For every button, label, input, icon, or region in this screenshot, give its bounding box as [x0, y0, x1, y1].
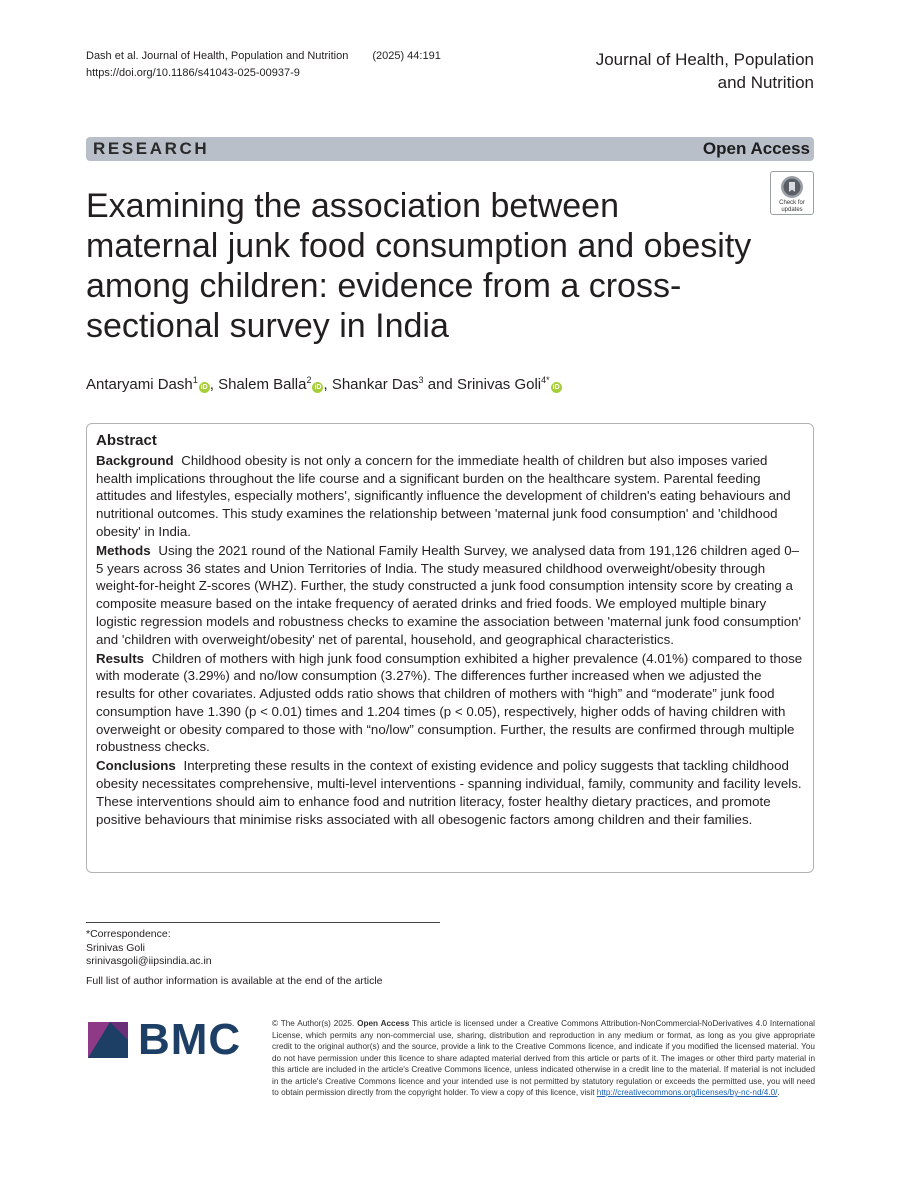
- results-text: Children of mothers with high junk food consumption exhibited a higher prevalence (4.01%) compared to those with moderate (3.29%) and no/low consumption (3.27%). The differences further increased when we adjusted the results for other covariates. Adjusted odds ratio shows that children of mothers with “high” and “moderate” junk food consumption have 1.390 (p < 0.01) times and 1.204 times (p < 0.05), respectively, higher odds of having children with overweight or obesity compared to those with “no/low” consumption. Further, the results are confirmed through multiple robustness checks.: [96, 650, 803, 755]
- author-name[interactable]: Antaryami Dash: [86, 376, 193, 393]
- license-body: This article is licensed under a Creative Commons Attribution-NonCommercial-NoDerivatives 4.0 International License, which permits any non-commercial use, sharing, distribution and reproduction in any medium or format, as long as you give appropriate credit to the original author(s) and the source, provide a link to the Creative Commons licence, and indicate if you modified the licensed material. You do not have permission under this licence to share adapted material derived from this article or parts of it. The images or other third party material in this article are included in the article's Creative Commons licence, unless indicated otherwise in a credit line to the material. If material is not included in the article's Creative Commons licence and your intended use is not permitted by statutory regulation or exceeds the permitted use, you will need to obtain permission directly from the copyright holder. To view a copy of this licence, visit: [272, 1019, 815, 1097]
- journal-name: [596, 48, 814, 94]
- author-affiliation: 3: [418, 375, 424, 385]
- author-name[interactable]: Shalem Balla: [218, 376, 307, 393]
- bmc-logo: [88, 1015, 242, 1064]
- abstract-conclusions: [96, 757, 803, 828]
- conclusions-text: Interpreting these results in the context of existing evidence and policy suggests that tackling childhood obesity necessitates comprehensive, multi-level interventions - spanning individual, family, community and facility levels. These interventions should aim to enhance food and nutrition literacy, foster healthy dietary practices, and promote positive behaviours that minimise risks associated with all obesogenic factors among children and their families.: [96, 758, 802, 827]
- journal-name-line-2: and Nutrition: [717, 73, 814, 92]
- bmc-logo-mark-icon: [88, 1020, 128, 1060]
- doi-link[interactable]: https://doi.org/10.1186/s41043-025-00937-9: [86, 67, 300, 79]
- author-affiliation: 2: [306, 375, 312, 385]
- running-header: [86, 48, 441, 82]
- abstract-results: [96, 650, 803, 756]
- methods-heading: Methods: [96, 543, 151, 559]
- correspondence-name: Srinivas Goli: [86, 941, 145, 954]
- orcid-icon[interactable]: iD: [314, 384, 322, 391]
- section-banner: [86, 137, 814, 161]
- orcid-icon[interactable]: iD: [552, 384, 560, 391]
- results-heading: Results: [96, 650, 145, 666]
- article-title: Examining the association between maternal junk food consumption and obesity among children: evidence from a cross-sectional survey in India: [86, 187, 752, 345]
- background-heading: Background: [96, 453, 174, 468]
- license-link[interactable]: http://creativecommons.org/licenses/by-nc-nd/4.0/: [596, 1088, 778, 1097]
- author-name[interactable]: Shankar Das: [331, 376, 419, 393]
- license-text: [272, 1018, 815, 1099]
- author-separator: ,: [323, 376, 332, 393]
- bmc-logo-text: BMC: [138, 1015, 242, 1064]
- correspondence-label: *Correspondence:: [86, 928, 171, 940]
- badge-label-line-1: Check for: [779, 200, 805, 206]
- abstract-background: [96, 452, 803, 541]
- author-list: [86, 370, 562, 395]
- abstract-methods: [96, 542, 803, 648]
- check-for-updates-badge[interactable]: [770, 171, 814, 215]
- journal-name-line-1: Journal of Health, Population: [595, 50, 814, 69]
- volume-text: (2025) 44:191: [372, 50, 441, 62]
- license-link-suffix: .: [777, 1088, 780, 1097]
- methods-text: Using the 2021 round of the National Family Health Survey, we analysed data from 191,126 children aged 0–5 years across 36 states and Union Territories of India. The study measured childhood overweight/obesity through weight-for-height Z-scores (WHZ). Further, the study constructed a junk food consumption intensity score by creating a composite measure based on the intake frequency of aerated drinks and fried foods. We employed multiple binary logistic regression models and robustness checks to examine the association between 'maternal junk food consumption' and 'children with overweight/obesity' net of parental, household, and geographical characteristics.: [96, 543, 802, 647]
- copyright-text: © The Author(s) 2025.: [272, 1019, 355, 1028]
- author-separator: ,: [209, 376, 219, 393]
- conclusions-heading: Conclusions: [96, 758, 176, 774]
- abstract-box: [86, 423, 814, 873]
- author-info-note: Full list of author information is available at the end of the article: [86, 975, 383, 987]
- author-separator: and: [423, 376, 457, 393]
- author-affiliation: 4*: [541, 375, 550, 385]
- footnote-divider: [86, 922, 440, 923]
- badge-label-line-2: updates: [781, 206, 803, 213]
- citation-text: Dash et al. Journal of Health, Population and Nutrition: [86, 50, 349, 62]
- license-open-access: Open Access: [357, 1019, 410, 1028]
- open-access-label: Open Access: [702, 139, 810, 158]
- orcid-icon[interactable]: iD: [200, 384, 208, 391]
- author-name[interactable]: Srinivas Goli: [456, 376, 542, 393]
- abstract-heading: Abstract: [96, 432, 157, 449]
- section-label: RESEARCH: [93, 139, 210, 158]
- correspondence-block: [86, 928, 212, 969]
- bookmark-icon: [780, 175, 804, 199]
- author-affiliation: 1: [192, 375, 198, 385]
- background-text: Childhood obesity is not only a concern for the immediate health of children but also imposes varied health implications throughout the life course and a significant burden on the healthcare system. Parental feeding attitudes and lifestyles, especially mothers', significantly influence the development of children's eating behaviours and nutritional outcomes. This study examines the relationship between 'maternal junk food consumption' and 'childhood obesity' in India.: [96, 453, 791, 539]
- correspondence-email[interactable]: srinivasgoli@iipsindia.ac.in: [86, 955, 212, 967]
